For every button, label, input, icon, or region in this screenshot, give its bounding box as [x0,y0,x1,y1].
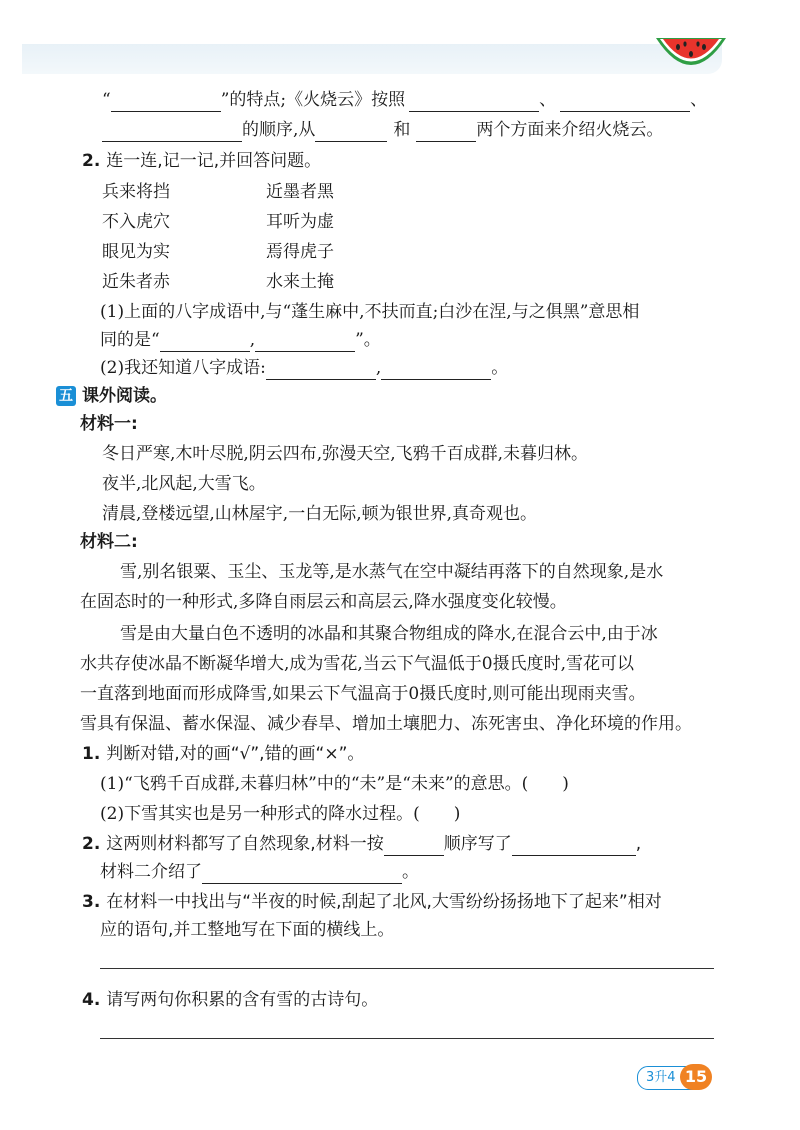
question-2-line2: 材料二介绍了 。 [100,862,419,882]
blank[interactable] [111,91,221,112]
blank[interactable] [255,331,355,352]
material-2-line: 在固态时的一种形式,多降自雨层云和高层云,降水强度变化较慢。 [80,592,567,612]
question-3-line1: 3. 在材料一中找出与“半夜的时候,刮起了北风,大雪纷纷扬扬地下了起来”相对 [82,892,662,912]
question-1-title: 1. 判断对错,对的画“√”,错的画“×”。 [82,744,365,764]
idiom-left-2[interactable]: 不入虎穴 [102,212,170,232]
question-3-line2: 应的语句,并工整地写在下面的横线上。 [100,920,395,940]
material-1-line: 夜半,北风起,大雪飞。 [102,474,266,494]
watermelon-icon [652,30,730,82]
blank[interactable] [560,91,690,112]
blank[interactable] [512,835,636,856]
idiom-right-4[interactable]: 水来土掩 [266,272,334,292]
question-4: 4. 请写两句你积累的含有雪的古诗句。 [82,990,379,1010]
material-2-line: 水共存使冰晶不断凝华增大,成为雪花,当云下气温低于0摄氏度时,雪花可以 [80,654,635,674]
material-1-line: 冬日严寒,木叶尽脱,阴云四布,弥漫天空,飞鸦千百成群,未暮归林。 [102,444,589,464]
material-2-line: 雪具有保温、蓄水保湿、减少春旱、增加土壤肥力、冻死害虫、净化环境的作用。 [80,714,692,734]
q2-sub2: (2)我还知道八字成语: , 。 [100,358,509,378]
question-1b: (2)下雪其实也是另一种形式的降水过程。( ) [100,804,461,824]
answer-line[interactable] [100,968,714,969]
blank[interactable] [315,121,387,142]
material-1-line: 清晨,登楼远望,山林屋宇,一白无际,顿为银世界,真奇观也。 [102,504,538,524]
section-title: 五 课外阅读。 [56,384,167,408]
section-number-icon: 五 [56,386,76,406]
material-1-title: 材料一: [80,414,138,434]
blank[interactable] [381,359,491,380]
blank[interactable] [160,331,250,352]
idiom-left-4[interactable]: 近朱者赤 [102,272,170,292]
idiom-left-1[interactable]: 兵来将挡 [102,182,170,202]
blank[interactable] [416,121,476,142]
blank[interactable] [266,359,376,380]
material-2-line: 雪,别名银粟、玉尘、玉龙等,是水蒸气在空中凝结再落下的自然现象,是水 [120,562,664,582]
q2-sub1-line2: 同的是“ , ”。 [100,330,381,350]
material-2-line: 雪是由大量白色不透明的冰晶和其聚合物组成的降水,在混合云中,由于冰 [120,624,658,644]
blank[interactable] [409,91,539,112]
intro-line-2: 的顺序,从 和 两个方面来介绍火烧云。 [102,118,663,142]
idiom-right-1[interactable]: 近墨者黑 [266,182,334,202]
idiom-left-3[interactable]: 眼见为实 [102,242,170,262]
blank[interactable] [202,863,402,884]
question-2-line1: 2. 这两则材料都写了自然现象,材料一按 顺序写了 , [82,834,642,854]
q2-title: 2. 连一连,记一记,并回答问题。 [82,151,322,171]
page-number: 15 [680,1064,712,1090]
idiom-right-3[interactable]: 焉得虎子 [266,242,334,262]
question-1a: (1)“飞鸦千百成群,未暮归林”中的“未”是“未来”的意思。( ) [100,774,569,794]
header-bar [22,44,722,74]
grade-tag: 3升4 [637,1066,707,1090]
intro-line-1: “ ”的特点;《火烧云》按照 、 、 [102,90,708,110]
material-2-title: 材料二: [80,532,138,552]
material-2-line: 一直落到地面而形成降雪,如果云下气温高于0摄氏度时,则可能出现雨夹雪。 [80,684,646,704]
idiom-right-2[interactable]: 耳听为虚 [266,212,334,232]
q2-sub1-line1: (1)上面的八字成语中,与“蓬生麻中,不扶而直;白沙在涅,与之俱黑”意思相 [100,302,640,322]
blank[interactable] [102,121,242,142]
blank[interactable] [384,835,444,856]
answer-line[interactable] [100,1038,714,1039]
